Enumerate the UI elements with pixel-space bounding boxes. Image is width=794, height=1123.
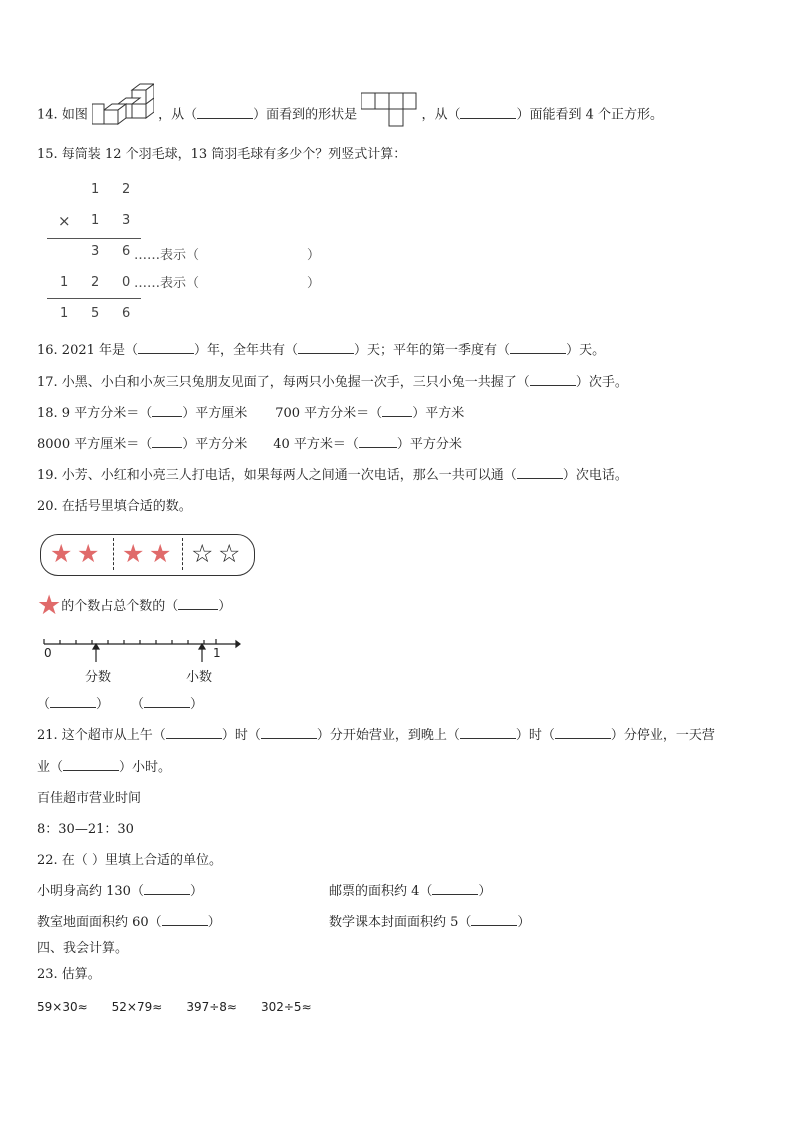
q22-item-4	[329, 915, 530, 931]
q21-text: 业（	[37, 760, 64, 775]
q17-text-a: 17. 小黑、小白和小灰三只兔朋友见面了，每两只小兔握一次手，三只小兔一共握了（	[37, 375, 530, 390]
q22-item-1	[37, 884, 203, 900]
digit: 1	[60, 275, 69, 290]
digit: 6	[122, 306, 131, 321]
star-box-divider	[182, 538, 183, 570]
star-icon: ★	[37, 590, 62, 621]
q22-blank-2[interactable]	[432, 884, 478, 895]
q15-question: 15. 每筒装 12 个羽毛球，13 筒羽毛球有多少个？列竖式计算：	[37, 147, 407, 162]
digit: 1	[91, 182, 100, 197]
q21-blank-4[interactable]	[555, 728, 611, 739]
q16-text-b: ）年，全年共有（	[194, 343, 299, 358]
q18-line-1	[37, 406, 464, 422]
q22-text: 小明身高约 130（	[37, 884, 144, 899]
q14-blank-1[interactable]	[197, 108, 253, 119]
star-icon-shaded: ★	[77, 539, 100, 568]
star-icon-shaded: ★	[122, 539, 145, 568]
digit: 1	[91, 213, 100, 228]
q18-blank-3[interactable]	[152, 437, 182, 448]
digit: 3	[122, 213, 131, 228]
q21-text: ）小时。	[119, 760, 172, 775]
q16-blank-1[interactable]	[138, 343, 194, 354]
divider-line	[47, 238, 141, 239]
q18-text: 8000 平方厘米＝（	[37, 437, 153, 452]
digit: 2	[122, 182, 131, 197]
view-shape-figure	[361, 92, 417, 128]
q14-text-a: ，从（	[158, 107, 198, 123]
q20-title: 20. 在括号里填合适的数。	[37, 499, 192, 514]
q14-text-d: ）面能看到 4 个正方形。	[516, 107, 663, 123]
tick-1: 1	[213, 646, 221, 660]
star-icon-outline: ☆	[218, 539, 241, 568]
q17-blank[interactable]	[530, 375, 576, 386]
q16-blank-2[interactable]	[298, 343, 354, 354]
q18-text: 40 平方米＝（	[273, 437, 359, 452]
digit: 1	[60, 306, 69, 321]
section-4-title: 四、我会计算。	[37, 941, 129, 956]
q23-title: 23. 估算。	[37, 967, 101, 982]
q19	[37, 468, 628, 484]
q19-text-b: ）次电话。	[562, 468, 628, 483]
q19-text-a: 19. 小芳、小红和小亮三人打电话，如果每两人之间通一次电话，那么一共可以通（	[37, 468, 517, 483]
q18-text: ）平方分米	[396, 437, 462, 452]
q22-blank-4[interactable]	[471, 915, 517, 926]
q21-blank-3[interactable]	[460, 728, 516, 739]
q22-blank-3[interactable]	[162, 915, 208, 926]
note-1: ……表示（ ）	[134, 248, 321, 263]
digit: 5	[91, 306, 100, 321]
digit: 0	[122, 275, 131, 290]
q14	[37, 100, 663, 130]
paren: ）	[517, 915, 531, 930]
divider-line	[47, 298, 141, 299]
q21-blank-5[interactable]	[63, 760, 119, 771]
q20-text: 的个数占总个数的（	[61, 599, 179, 614]
store-title: 百佳超市营业时间	[37, 791, 142, 806]
star-icon-outline: ☆	[191, 539, 214, 568]
q18-blank-2[interactable]	[382, 406, 412, 417]
q22-item-2	[329, 884, 491, 900]
q21-line-1	[37, 728, 715, 744]
q16-text-a: 16. 2021 年是（	[37, 343, 139, 358]
q21-text: ）时（	[515, 728, 555, 743]
q16-text-c: ）天；平年的第一季度有（	[354, 343, 511, 358]
q16	[37, 343, 605, 359]
q16-text-d: ）天。	[566, 343, 606, 358]
q22-text: 邮票的面积约 4（	[329, 884, 433, 899]
paren: （	[131, 697, 145, 712]
estimate-item: 52×79≈	[111, 1000, 163, 1014]
digit: 2	[91, 275, 100, 290]
label-fraction: 分数	[85, 670, 112, 685]
q14-text-b: ）面看到的形状是	[253, 107, 358, 123]
q22-text: 教室地面面积约 60（	[37, 915, 162, 930]
paren: ）	[189, 884, 203, 899]
star-icon-shaded: ★	[50, 539, 73, 568]
q16-blank-3[interactable]	[510, 343, 566, 354]
q18-line-2	[37, 437, 462, 453]
q14-number: 14.	[37, 107, 58, 123]
q18-blank-4[interactable]	[359, 437, 397, 448]
estimate-item: 59×30≈	[37, 1000, 88, 1014]
q18-text: ）平方厘米	[182, 406, 248, 421]
q22-blank-1[interactable]	[144, 884, 190, 895]
cube-stack-figure	[92, 82, 154, 130]
q21-blank-2[interactable]	[261, 728, 317, 739]
paren: ）	[96, 697, 110, 712]
q22-title: 22. 在（ ）里填上合适的单位。	[37, 853, 222, 868]
q20-blank-1[interactable]	[178, 599, 218, 610]
q18-blank-1[interactable]	[152, 406, 182, 417]
digit: 3	[91, 244, 100, 259]
q20-blank-3[interactable]	[144, 697, 190, 708]
q21-text: ）时（	[221, 728, 261, 743]
q18-text: 700 平方分米＝（	[275, 406, 383, 421]
q22-text: 数学课本封面面积约 5（	[329, 915, 472, 930]
q20-fraction-line	[37, 590, 232, 621]
q14-prefix: 如图	[61, 107, 88, 123]
q14-blank-2[interactable]	[460, 108, 516, 119]
q20-blank-2[interactable]	[50, 697, 96, 708]
q14-text-c: ，从（	[421, 107, 461, 123]
star-box-divider	[113, 538, 114, 570]
store-hours: 8：30—21：30	[37, 822, 134, 837]
paren: ）	[207, 915, 221, 930]
q21-blank-1[interactable]	[166, 728, 222, 739]
note-2: ……表示（ ）	[134, 276, 321, 291]
q21-text: ）分开始营业，到晚上（	[316, 728, 460, 743]
q23-items	[37, 999, 312, 1015]
digit: 6	[122, 244, 131, 259]
q20-answer-row	[37, 697, 203, 713]
q18-text: 18. 9 平方分米＝（	[37, 406, 153, 421]
q18-text: ）平方分米	[182, 437, 248, 452]
q17	[37, 375, 628, 391]
label-decimal: 小数	[186, 670, 213, 685]
tick-0: 0	[44, 646, 52, 660]
paren: ）	[478, 884, 492, 899]
paren: （	[37, 697, 51, 712]
q22-item-3	[37, 915, 221, 931]
q21-text: ）分停业，一天营	[610, 728, 715, 743]
times-sign: ×	[58, 212, 71, 230]
q21-line-2	[37, 760, 171, 776]
q20-text: ）	[218, 599, 232, 614]
q21-text: 21. 这个超市从上午（	[37, 728, 166, 743]
paren: ）	[190, 697, 204, 712]
q17-text-b: ）次手。	[575, 375, 628, 390]
estimate-item: 302÷5≈	[260, 1000, 312, 1014]
star-icon-shaded: ★	[149, 539, 172, 568]
q19-blank[interactable]	[517, 468, 563, 479]
estimate-item: 397÷8≈	[186, 1000, 237, 1014]
q18-text: ）平方米	[412, 406, 465, 421]
